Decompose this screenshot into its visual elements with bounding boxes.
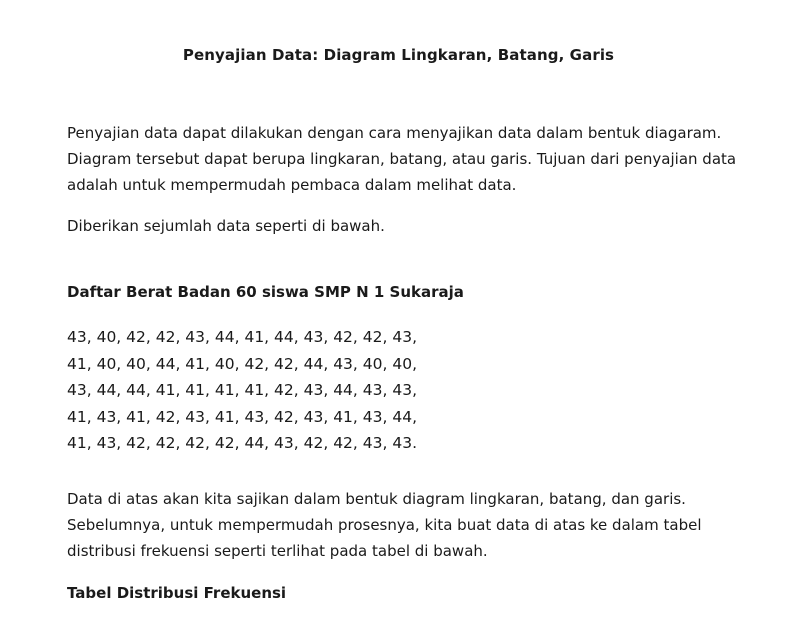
intro-line: Penyajian data dapat dilakukan dengan cara menyajikan data dalam bentuk diagaram.: [67, 124, 722, 142]
data-line: 41, 43, 42, 42, 42, 42, 44, 43, 42, 42, 43, 43.: [67, 434, 417, 452]
closing-paragraph: [67, 486, 792, 564]
data-line: 43, 44, 44, 41, 41, 41, 41, 42, 43, 44, 43, 43,: [67, 381, 417, 399]
closing-line: Sebelumnya, untuk mempermudah prosesnya, kita buat data di atas ke dalam tabel: [67, 516, 702, 534]
page-title: Penyajian Data: Diagram Lingkaran, Batang, Garis: [182, 46, 615, 64]
given-data-sentence: Diberikan sejumlah data seperti di bawah.: [67, 217, 385, 235]
intro-line: Diagram tersebut dapat berupa lingkaran, batang, atau garis. Tujuan dari penyajian data: [67, 150, 737, 168]
weight-data-list: [67, 324, 417, 457]
data-line: 41, 43, 41, 42, 43, 41, 43, 42, 43, 41, 43, 44,: [67, 407, 417, 426]
data-line: 41, 40, 40, 44, 41, 40, 42, 42, 44, 43, 40, 40,: [67, 354, 417, 373]
intro-paragraph: [67, 120, 792, 198]
data-line: 43, 40, 42, 42, 43, 44, 41, 44, 43, 42, 42, 43,: [67, 328, 417, 346]
intro-line: adalah untuk mempermudah pembaca dalam melihat data.: [67, 176, 517, 194]
closing-line: distribusi frekuensi seperti terlihat pada tabel di bawah.: [67, 542, 488, 560]
data-heading: Daftar Berat Badan 60 siswa SMP N 1 Sukaraja: [67, 283, 464, 301]
table-heading: Tabel Distribusi Frekuensi: [67, 584, 287, 602]
closing-line: Data di atas akan kita sajikan dalam bentuk diagram lingkaran, batang, dan garis.: [67, 490, 686, 508]
